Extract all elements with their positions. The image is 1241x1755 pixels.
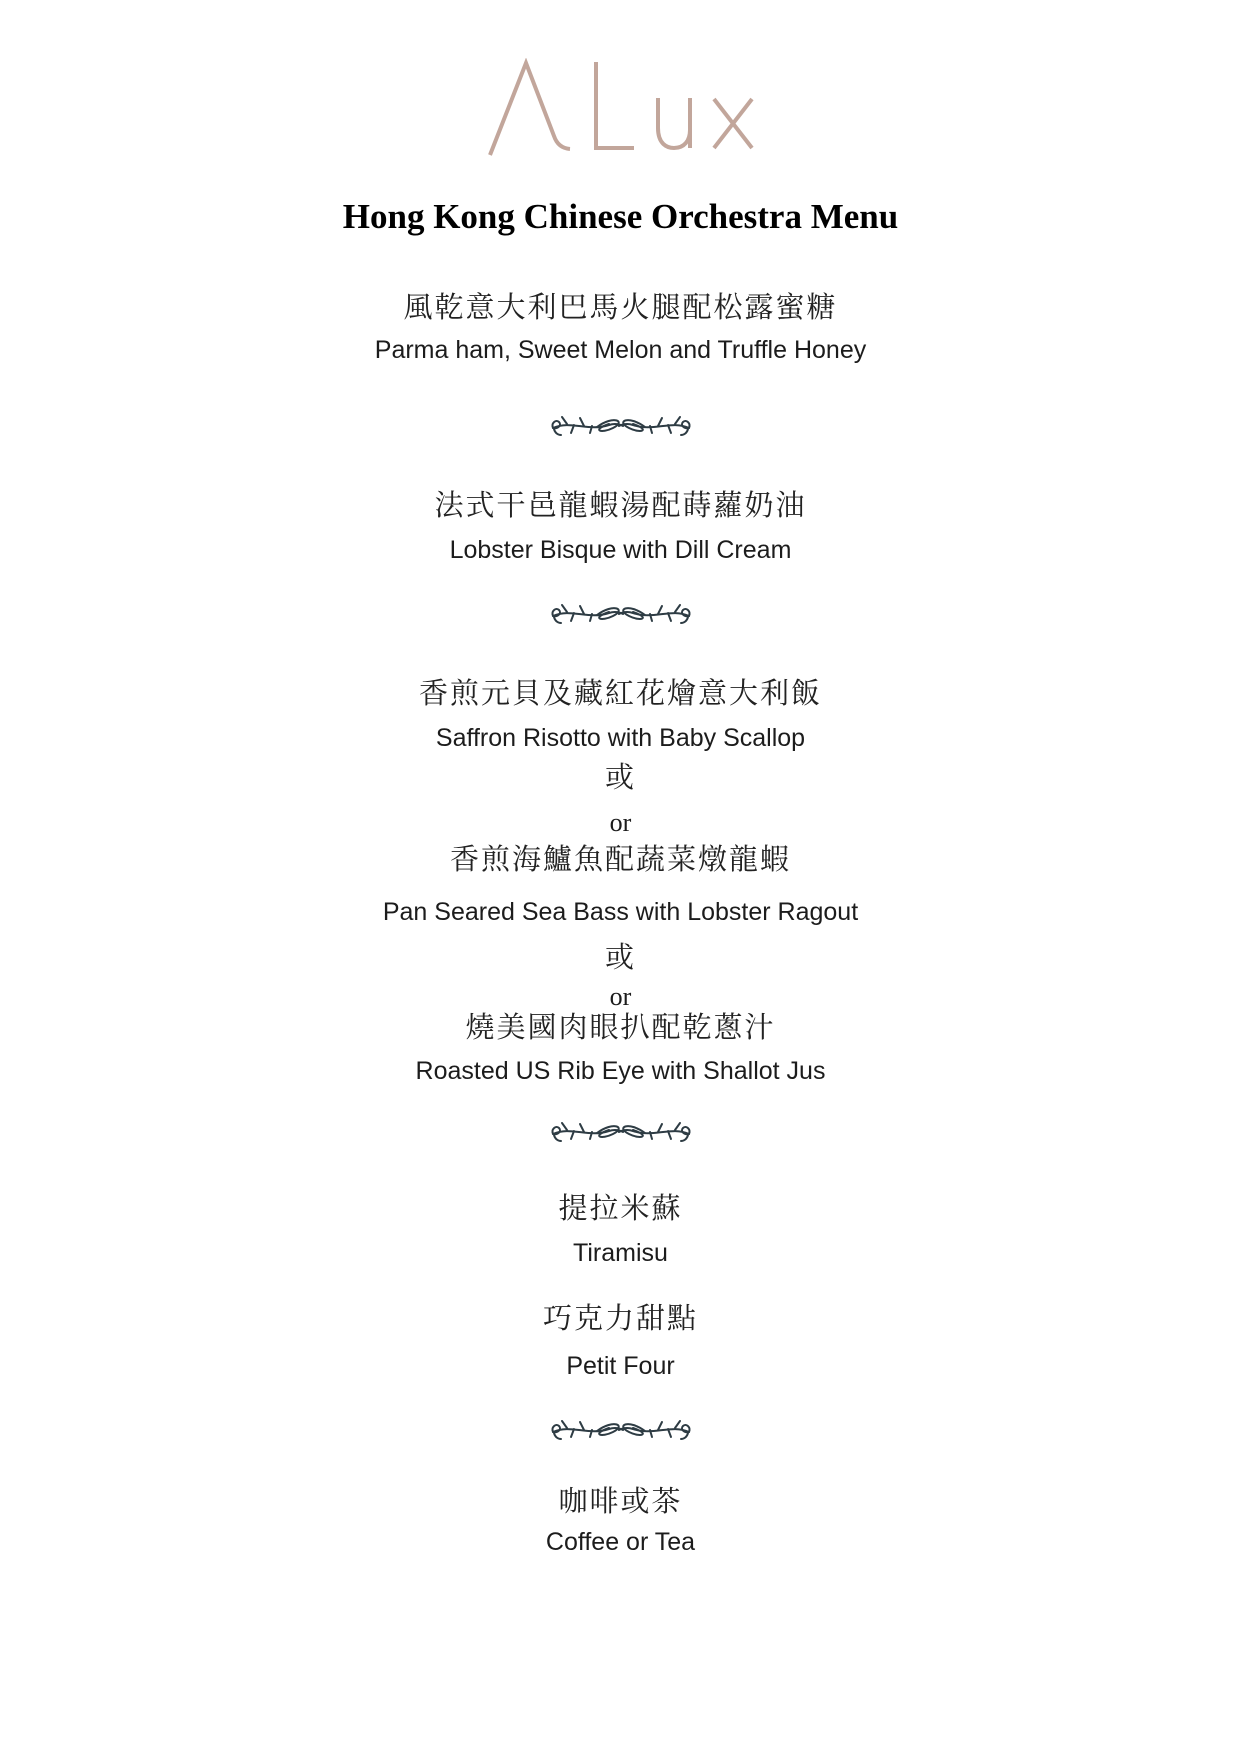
course-5-zh-name: 燒美國肉眼扒配乾蔥汁 xyxy=(465,1010,776,1044)
course-3-zh-name: 香煎元貝及藏紅花燴意大利飯 xyxy=(418,676,822,710)
section-divider xyxy=(0,600,1241,633)
course-8-en-name: Coffee or Tea xyxy=(545,1528,696,1556)
course-4-zh-name: 香煎海鱸魚配蔬菜燉龍蝦 xyxy=(449,842,791,876)
flourish-divider-icon xyxy=(546,600,696,628)
or-separator-zh: 或 xyxy=(604,760,636,794)
course-3-en-name: Saffron Risotto with Baby Scallop xyxy=(435,724,806,752)
course-4-en-name: Pan Seared Sea Bass with Lobster Ragout xyxy=(382,898,859,926)
or-separator-en: or xyxy=(609,808,632,837)
section-divider xyxy=(0,1416,1241,1449)
page-title: Hong Kong Chinese Orchestra Menu xyxy=(342,197,899,236)
course-2-en-name: Lobster Bisque with Dill Cream xyxy=(449,536,792,564)
course-7-zh-name: 巧克力甜點 xyxy=(542,1301,698,1335)
or-separator-zh: 或 xyxy=(604,940,636,974)
section-divider xyxy=(0,412,1241,445)
flourish-divider-icon xyxy=(546,1118,696,1146)
course-8-zh-name: 咖啡或茶 xyxy=(558,1484,683,1518)
flourish-divider-icon xyxy=(546,412,696,440)
alux-logo-icon xyxy=(486,58,756,158)
course-6-en-name: Tiramisu xyxy=(573,1239,668,1267)
course-2-zh-name: 法式干邑龍蝦湯配蒔蘿奶油 xyxy=(434,488,807,522)
logo-container xyxy=(0,58,1241,163)
course-6-zh-name: 提拉米蘇 xyxy=(558,1191,683,1225)
course-7-en-name: Petit Four xyxy=(566,1352,675,1380)
course-5-en-name: Roasted US Rib Eye with Shallot Jus xyxy=(415,1057,826,1085)
course-1-zh-name: 風乾意大利巴馬火腿配松露蜜糖 xyxy=(403,290,838,324)
or-separator-en: or xyxy=(609,982,632,1011)
section-divider xyxy=(0,1118,1241,1151)
flourish-divider-icon xyxy=(546,1416,696,1444)
course-1-en-name: Parma ham, Sweet Melon and Truffle Honey xyxy=(374,336,867,364)
